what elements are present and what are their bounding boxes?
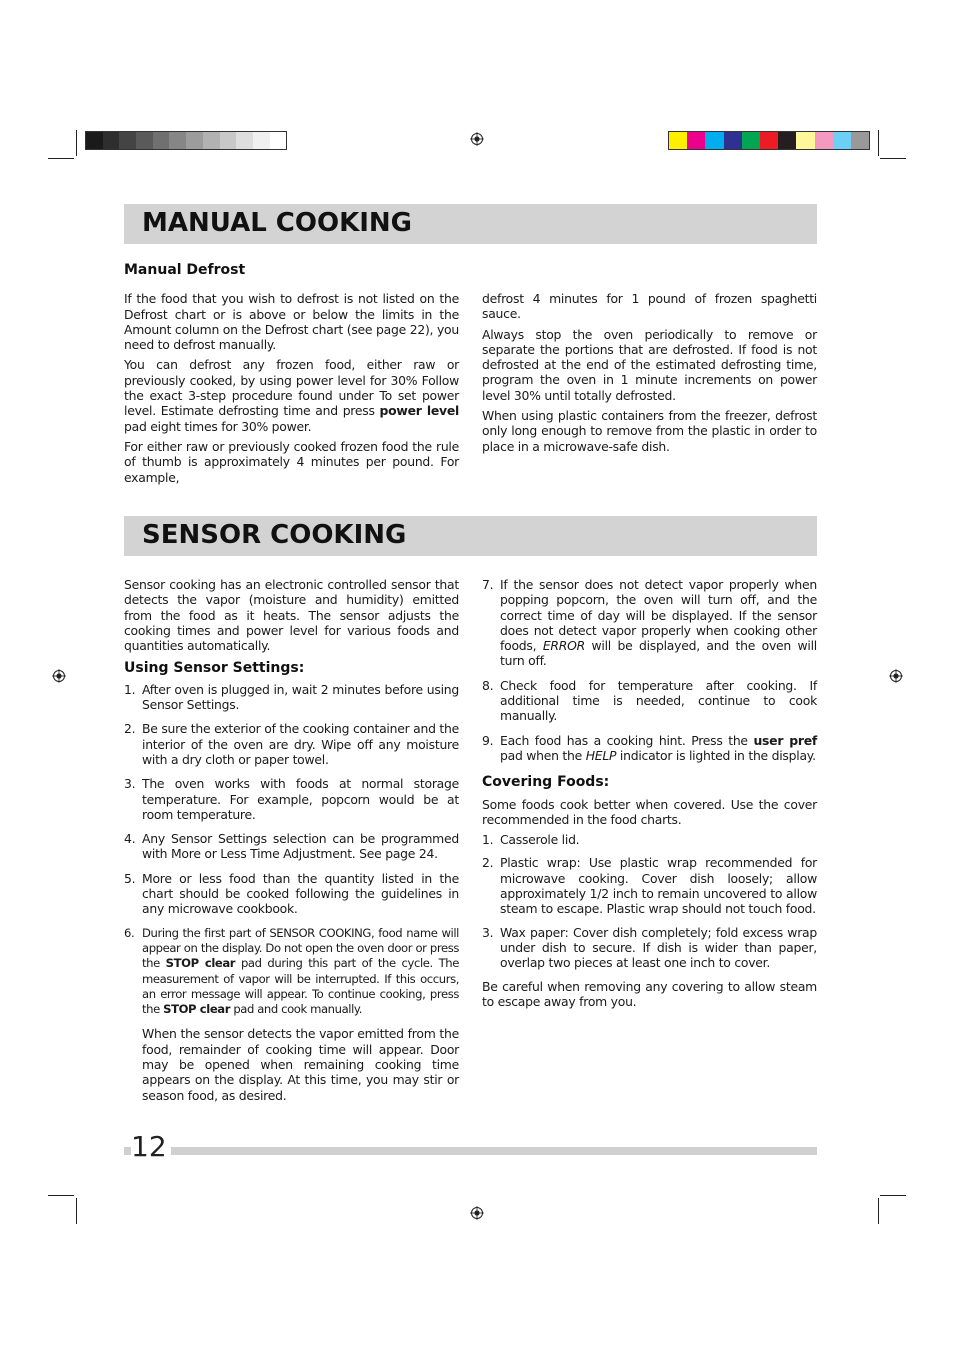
- paragraph: When the sensor detects the vapor emitted from the food, remainder of cooking time will appear. Door may be opened when remaining cooking time appears on the display. At this time, you may stir or season food, as desired.: [142, 1026, 459, 1103]
- paragraph: Be careful when removing any covering to allow steam to escape away from you.: [482, 978, 817, 1009]
- sensor-right-column: [482, 577, 817, 1014]
- list-item: 5. More or less food than the quantity listed in the chart should be cooked following the guidelines in any microwave cookbook.: [124, 870, 459, 917]
- covering-foods-list: [482, 832, 817, 970]
- crop-mark: [48, 158, 74, 159]
- sensor-cooking-header: [124, 516, 817, 556]
- color-swatch: [742, 132, 760, 149]
- color-swatch: [153, 132, 170, 149]
- list-item: 3. Wax paper: Cover dish completely; fold excess wrap under dish to secure. If dish is wider than paper, overlap two pieces at least one inch to cover.: [482, 924, 817, 971]
- paragraph: Sensor cooking has an electronic controlled sensor that detects the vapor (moisture and humidity) emitted from the food as it heats. The sensor adjusts the cooking times and power level for various foods and quantities automatically.: [124, 577, 459, 654]
- list-item: 1. After oven is plugged in, wait 2 minutes before using Sensor Settings.: [124, 681, 459, 713]
- registration-mark-icon: [52, 669, 66, 683]
- crop-mark: [878, 1198, 879, 1224]
- list-item: 1. Casserole lid.: [482, 832, 580, 848]
- sensor-settings-list: [124, 926, 459, 1018]
- footer-bar: [124, 1147, 817, 1155]
- color-swatch: [778, 132, 796, 149]
- using-sensor-settings-title: Using Sensor Settings:: [124, 660, 305, 677]
- manual-defrost-left-column: [124, 263, 459, 490]
- crop-mark: [880, 158, 906, 159]
- list-item: 8. Check food for temperature after cooking. If additional time is needed, continue to cook manually.: [482, 677, 817, 724]
- paragraph: Some foods cook better when covered. Use the cover recommended in the food charts.: [482, 796, 817, 827]
- registration-mark-icon: [470, 1206, 484, 1220]
- color-swatch: [236, 132, 253, 149]
- color-swatch: [796, 132, 814, 149]
- list-item: 2. Be sure the exterior of the cooking container and the interior of the oven are dry. Wipe off any moisture with a dry cloth or paper towel.: [124, 721, 459, 767]
- manual-cooking-header: [124, 204, 817, 244]
- section-title: SENSOR COOKING: [142, 520, 407, 550]
- color-swatch: [220, 132, 237, 149]
- color-swatch: [86, 132, 103, 149]
- color-swatch: [169, 132, 186, 149]
- color-swatch: [669, 132, 687, 149]
- color-swatch: [687, 132, 705, 149]
- color-swatch: [119, 132, 136, 149]
- process-color-bar: [668, 131, 870, 150]
- sensor-left-column: [124, 577, 459, 1108]
- page-number: 12: [131, 1130, 171, 1164]
- color-swatch: [253, 132, 270, 149]
- registration-mark-icon: [889, 669, 903, 683]
- paragraph: You can defrost any frozen food, either raw or previously cooked, by using power level for 30% Follow the exact 3-step procedure found under To set power level. Estimate defrosting time and press power level pad eight times for 30% power.: [124, 357, 459, 434]
- paragraph: For either raw or previously cooked frozen food the rule of thumb is approximately 4 minutes per pound. For example,: [124, 438, 459, 485]
- manual-defrost-right-column: [482, 291, 817, 459]
- list-item: 9. Each food has a cooking hint. Press the user pref pad when the HELP indicator is lighted in the display.: [482, 732, 817, 763]
- crop-mark: [76, 130, 77, 156]
- crop-mark: [76, 1198, 77, 1224]
- color-swatch: [724, 132, 742, 149]
- color-swatch: [136, 132, 153, 149]
- crop-mark: [880, 1195, 906, 1196]
- list-item: 4. Any Sensor Settings selection can be programmed with More or Less Time Adjustment. See page 24.: [124, 831, 459, 862]
- list-item: 6. During the first part of SENSOR COOKING, food name will appear on the display. Do not open the oven door or press the STOP clear pad during this part of the cycle. The measurement of vapor will be interrupted. If this occurs, an error message will appear. To continue cooking, press the STOP clear pad and cook manually.: [124, 925, 459, 1017]
- color-swatch: [270, 132, 287, 149]
- color-swatch: [760, 132, 778, 149]
- section-title: MANUAL COOKING: [142, 208, 413, 238]
- color-swatch: [203, 132, 220, 149]
- color-swatch: [103, 132, 120, 149]
- list-item: 7. If the sensor does not detect vapor properly when popping popcorn, the oven will turn off, and the correct time of day will be displayed. If the sensor does not detect vapor properly when cooking other foods, ERROR will be displayed, and the oven will turn off.: [482, 577, 817, 669]
- list-item: 2. Plastic wrap: Use plastic wrap recommended for microwave cooking. Cover dish loosely; allow approximately 1/2 inch to remain uncovered to allow steam to escape. Plastic wrap should not touch food.: [482, 855, 817, 917]
- paragraph: If the food that you wish to defrost is not listed on the Defrost chart or is above or below the limits in the Amount column on the Defrost chart (see page 22), you need to defrost manually.: [124, 291, 459, 353]
- crop-mark: [48, 1195, 74, 1196]
- sensor-settings-list-continued: [482, 577, 817, 763]
- manual-defrost-title: Manual Defrost: [124, 262, 246, 278]
- list-item: 3. The oven works with foods at normal storage temperature. For example, popcorn would be at room temperature.: [124, 776, 459, 822]
- registration-mark-icon: [470, 132, 484, 146]
- sensor-settings-list: [124, 682, 459, 917]
- paragraph: defrost 4 minutes for 1 pound of frozen spaghetti sauce.: [482, 291, 817, 322]
- grayscale-color-bar: [85, 131, 287, 150]
- crop-mark: [878, 130, 879, 156]
- color-swatch: [851, 132, 869, 149]
- color-swatch: [833, 132, 851, 149]
- paragraph: When using plastic containers from the freezer, defrost only long enough to remove from the plastic in order to place in a microwave-safe dish.: [482, 408, 817, 454]
- color-swatch: [186, 132, 203, 149]
- color-swatch: [815, 132, 833, 149]
- covering-foods-title: Covering Foods:: [482, 774, 610, 791]
- paragraph: Always stop the oven periodically to remove or separate the portions that are defrosted. If food is not defrosted at the end of the estimated defrosting time, program the oven in 1 minute increments on power level 30% until totally defrosted.: [482, 326, 817, 403]
- color-swatch: [705, 132, 723, 149]
